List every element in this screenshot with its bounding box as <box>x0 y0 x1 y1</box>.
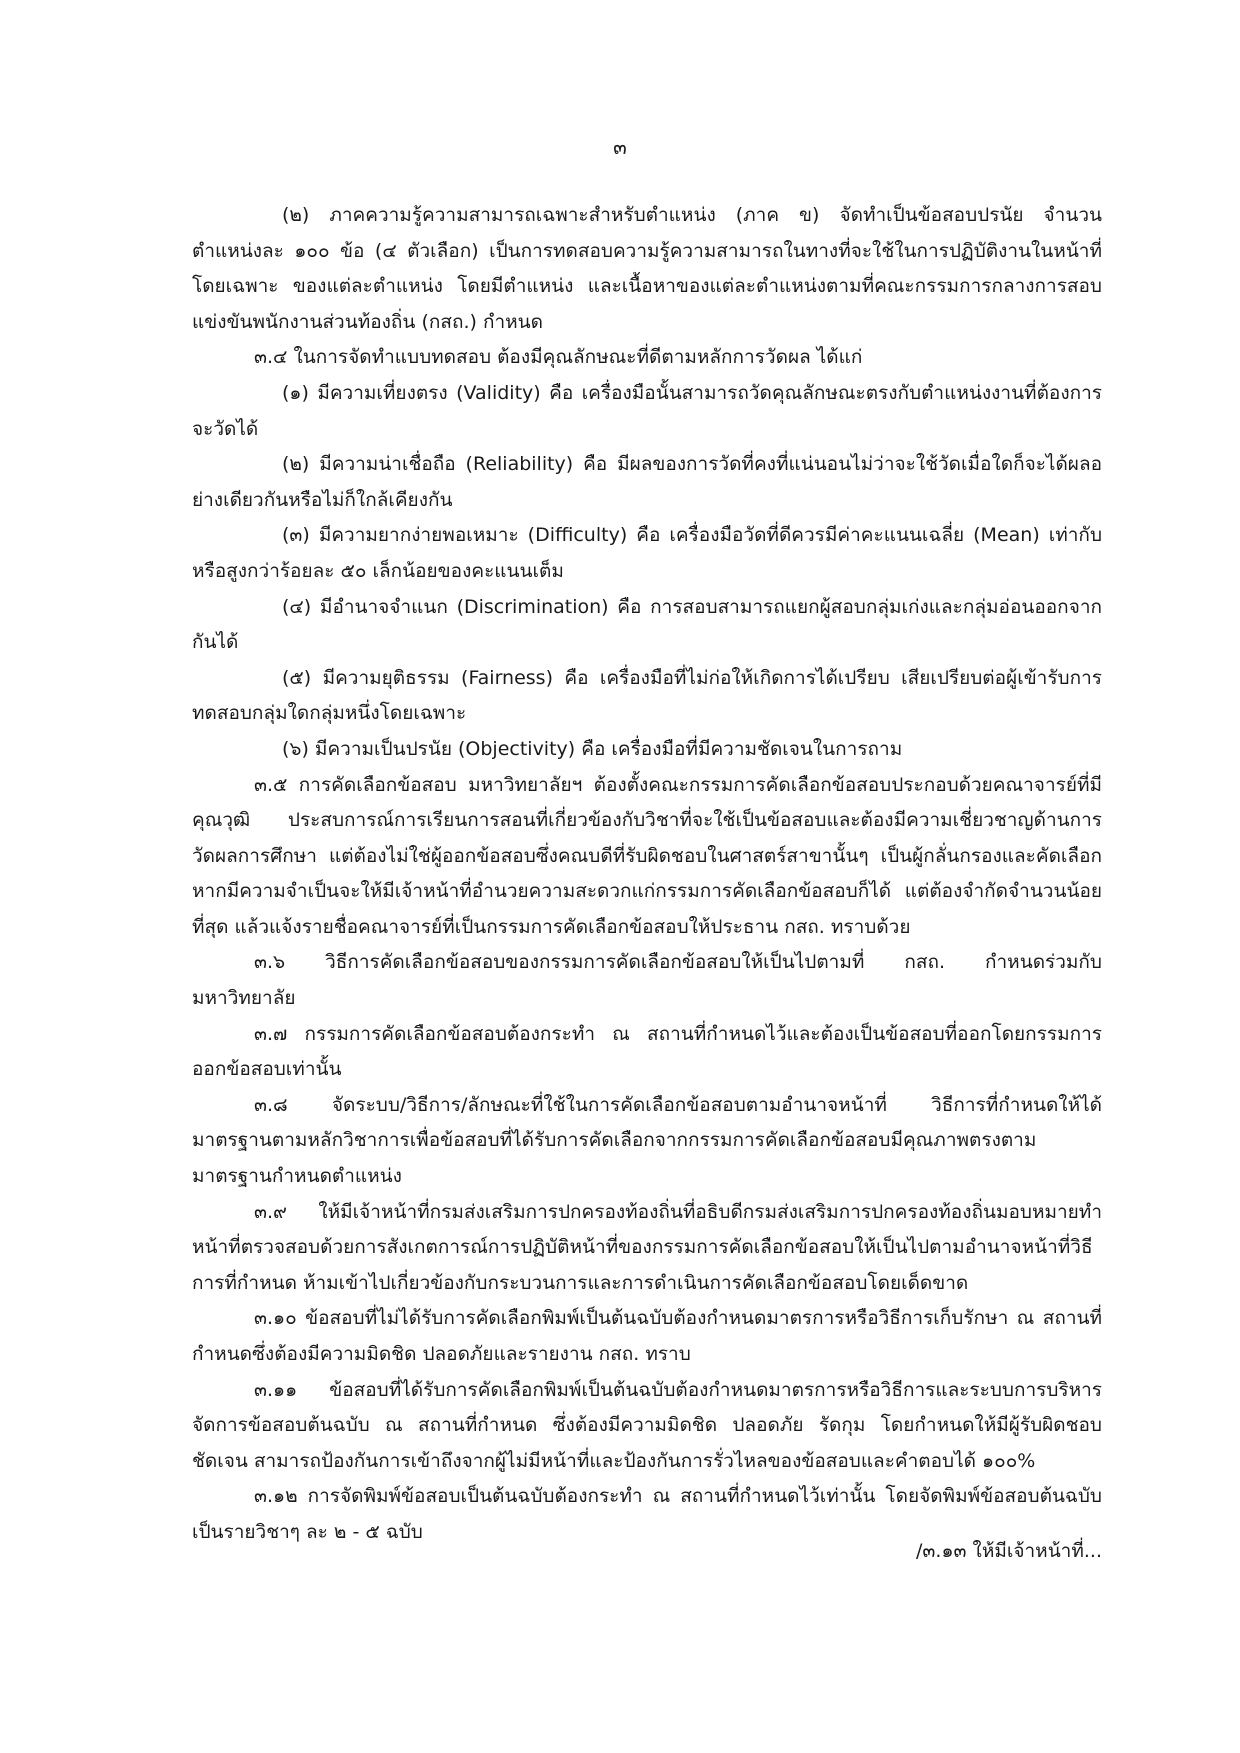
criterion-difficulty: (๓) มีความยากง่ายพอเหมาะ (Difficulty) คือ เครื่องมือวัดที่ดีควรมีค่าคะแนนเฉลี่ย (Mean) เท่ากับหรือสูงกว่าร้อยละ ๕๐ เล็กน้อยของคะแนนเต็ม <box>192 524 1102 582</box>
section-3-5: ๓.๕ การคัดเลือกข้อสอบ มหาวิทยาลัยฯ ต้องตั้งคณะกรรมการคัดเลือกข้อสอบประกอบด้วยคณาจารย์ที่มีคุณวุฒิ ประสบการณ์การเรียนการสอนที่เกี่ยวข้องกับวิชาที่จะใช้เป็นข้อสอบและต้องมีความเชี่ยวชาญด้านการวัดผลการศึกษา แต่ต้องไม่ใช่ผู้ออกข้อสอบซึ่งคณบดีที่รับผิดชอบในศาสตร์สาขานั้นๆ เป็นผู้กลั่นกรองและคัดเลือก หากมีความจำเป็นจะให้มีเจ้าหน้าที่อำนวยความสะดวกแก่กรรมการคัดเลือกข้อสอบก็ได้ แต่ต้องจำกัดจำนวนน้อยที่สุด แล้วแจ้งรายชื่อคณาจารย์ที่เป็นกรรมการคัดเลือกข้อสอบให้ประธาน กสถ. ทราบด้วย <box>192 773 1102 938</box>
section-3-12: ๓.๑๒ การจัดพิมพ์ข้อสอบเป็นต้นฉบับต้องกระทำ ณ สถานที่กำหนดไว้เท่านั้น โดยจัดพิมพ์ข้อสอบต้นฉบับเป็นรายวิชาๆ ละ ๒ - ๕ ฉบับ <box>192 1485 1102 1543</box>
criterion-objectivity: (๖) มีความเป็นปรนัย (Objectivity) คือ เครื่องมือที่มีความชัดเจนในการถาม <box>282 737 903 760</box>
section-3-8: ๓.๘ จัดระบบ/วิธีการ/ลักษณะที่ใช้ในการคัดเลือกข้อสอบตามอำนาจหน้าที่ วิธีการที่กำหนดให้ได้มาตรฐานตามหลักวิชาการเพื่อข้อสอบที่ได้รับการคัดเลือกจากกรรมการคัดเลือกข้อสอบมีคุณภาพตรงตามมาตรฐานกำหนดตำแหน่ง <box>192 1093 1102 1188</box>
section-3-4-heading: ๓.๔ ในการจัดทำแบบทดสอบ ต้องมีคุณลักษณะที่ดีตามหลักการวัดผล ได้แก่ <box>254 346 863 369</box>
section-3-9: ๓.๙ ให้มีเจ้าหน้าที่กรมส่งเสริมการปกครองท้องถิ่นที่อธิบดีกรมส่งเสริมการปกครองท้องถิ่นมอบหมายทำหน้าที่ตรวจสอบด้วยการสังเกตการณ์การปฏิบัติหน้าที่ของกรรมการคัดเลือกข้อสอบให้เป็นไปตามอำนาจหน้าที่วิธีการที่กำหนด ห้ามเข้าไปเกี่ยวข้องกับกระบวนการและการดำเนินการคัดเลือกข้อสอบโดยเด็ดขาด <box>192 1200 1102 1294</box>
criterion-fairness: (๕) มีความยุติธรรม (Fairness) คือ เครื่องมือที่ไม่ก่อให้เกิดการได้เปรียบ เสียเปรียบต่อผู้เข้ารับการทดสอบกลุ่มใดกลุ่มหนึ่งโดยเฉพาะ <box>192 666 1102 725</box>
criterion-discrimination: (๔) มีอำนาจจำแนก (Discrimination) คือ การสอบสามารถแยกผู้สอบกลุ่มเก่งและกลุ่มอ่อนออกจากกันได้ <box>192 595 1102 654</box>
section-3-10: ๓.๑๐ ข้อสอบที่ไม่ได้รับการคัดเลือกพิมพ์เป็นต้นฉบับต้องกำหนดมาตรการหรือวิธีการเก็บรักษา ณ สถานที่กำหนดซึ่งต้องมีความมิดชิด ปลอดภัยและรายงาน กสถ. ทราบ <box>192 1307 1102 1365</box>
criterion-reliability: (๒) มีความน่าเชื่อถือ (Reliability) คือ มีผลของการวัดที่คงที่แน่นอนไม่ว่าจะใช้วัดเมื่อใดก็จะได้ผลอย่างเดียวกันหรือไม่ก็ใกล้เคียงกัน <box>192 453 1102 511</box>
section-3-6: ๓.๖ วิธีการคัดเลือกข้อสอบของกรรมการคัดเลือกข้อสอบให้เป็นไปตามที่ กสถ. กำหนดร่วมกับ มหาวิทยาลัย <box>192 951 1102 1010</box>
section-3-7: ๓.๗ กรรมการคัดเลือกข้อสอบต้องกระทำ ณ สถานที่กำหนดไว้และต้องเป็นข้อสอบที่ออกโดยกรรมการออกข้อสอบเท่านั้น <box>192 1022 1102 1081</box>
continuation-reference: /๓.๑๓ ให้มีเจ้าหน้าที่... <box>916 1540 1102 1562</box>
section-3-11: ๓.๑๑ ข้อสอบที่ได้รับการคัดเลือกพิมพ์เป็นต้นฉบับต้องกำหนดมาตรการหรือวิธีการและระบบการบริหารจัดการข้อสอบต้นฉบับ ณ สถานที่กำหนด ซึ่งต้องมีความมิดชิด ปลอดภัย รัดกุม โดยกำหนดให้มีผู้รับผิดชอบชัดเจน สามารถป้องกันการเข้าถึงจากผู้ไม่มีหน้าที่และป้องกันการรั่วไหลของข้อสอบและคำตอบได้ ๑๐๐% <box>192 1378 1102 1472</box>
paragraph-exam-part-b: (๒) ภาคความรู้ความสามารถเฉพาะสำหรับตำแหน่ง (ภาค ข) จัดทำเป็นข้อสอบปรนัย จำนวนตำแหน่งละ ๑๐๐ ข้อ (๔ ตัวเลือก) เป็นการทดสอบความรู้ความสามารถในทางที่จะใช้ในการปฏิบัติงานในหน้าที่โดยเฉพาะ ของแต่ละตำแหน่ง โดยมีตำแหน่ง และเนื้อหาของแต่ละตำแหน่งตามที่คณะกรรมการกลางการสอบแข่งขันพนักงานส่วนท้องถิ่น (กสถ.) กำหนด <box>192 204 1102 333</box>
criterion-validity: (๑) มีความเที่ยงตรง (Validity) คือ เครื่องมือนั้นสามารถวัดคุณลักษณะตรงกับตำแหน่งงานที่ต้องการจะวัดได้ <box>192 381 1102 440</box>
document-body <box>192 198 1102 1551</box>
page-number: ๓ <box>613 135 627 159</box>
